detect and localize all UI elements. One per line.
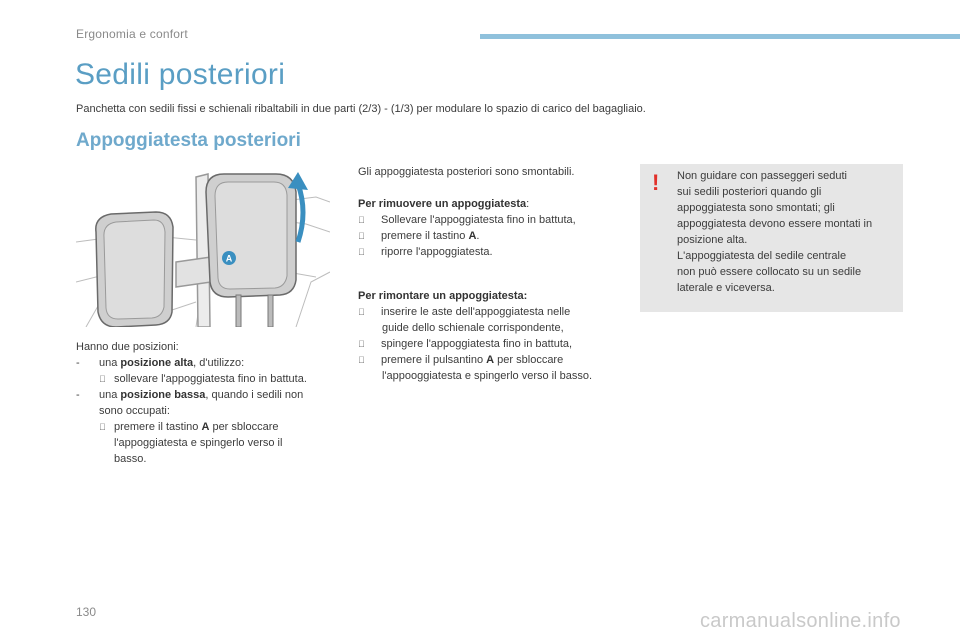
intro-text: Panchetta con sedili fissi e schienali ribaltabili in due parti (2/3) - (1/3) per modulare lo spazio di carico del bagagliaio. <box>76 103 646 115</box>
section-subtitle: Appoggiatesta posteriori <box>76 130 301 151</box>
position-high-step: sollevare l'appoggiatesta fino in battuta. <box>76 371 338 387</box>
removable-note: Gli appoggiatesta posteriori sono smontabili. <box>358 166 575 178</box>
position-low-step: premere il tastino A per sbloccare <box>76 419 338 435</box>
remove-title: Per rimuovere un appoggiatesta: <box>358 198 530 210</box>
warning-text: Non guidare con passeggeri seduti sui sedili posteriori quando gli appoggiatesta sono smontati; gli appoggiatesta devono essere montati in posizione alta. L'appoggiatesta del sedile centrale non può essere collocato su un sedile laterale e viceversa. <box>677 170 873 294</box>
refit-step-3: premere il pulsantino A per sbloccare <box>358 352 628 368</box>
bullet-icon <box>358 304 381 320</box>
positions-intro: Hanno due posizioni: <box>76 341 179 353</box>
bullet-icon <box>358 336 381 352</box>
header-accent-bar <box>480 34 960 39</box>
instructions-block: Gli appoggiatesta posteriori sono smontabili. Per rimuovere un appoggiatesta: Sollevare l'appoggiatesta fino in battuta, premere il tastino A. riporre l'appoggiatesta. Per rimontare un appoggiatesta: inserire le aste dell'appoggiatesta nelle guide dello schienale corrispondente, spingere l'appoggiatesta fino in battuta, premere il pulsantino A per sbloccare l'appooggiatesta e spingerlo verso il basso. <box>358 164 628 384</box>
button-a-label: A <box>225 253 233 264</box>
position-high: - una posizione alta, d'utilizzo: <box>76 357 245 369</box>
page-number: 130 <box>76 605 97 619</box>
positions-block: Hanno due posizioni: - una posizione alta, d'utilizzo: sollevare l'appoggiatesta fino in battuta. - una posizione bassa, quando i sedili non sono occupati: premere il tastino A per sbloccare l'appoggiatesta e spingerlo verso il basso. <box>76 339 338 467</box>
remove-step-3: riporre l'appoggiatesta. <box>358 244 628 260</box>
bullet-icon <box>99 419 114 435</box>
refit-step-1: inserire le aste dell'appoggiatesta nelle <box>358 304 628 320</box>
refit-step-2: spingere l'appoggiatesta fino in battuta, <box>358 336 628 352</box>
bullet-icon <box>358 244 381 260</box>
position-low: - una posizione bassa, quando i sedili non <box>76 389 304 401</box>
section-label: Ergonomia e confort <box>76 27 188 41</box>
page-title: Sedili posteriori <box>75 58 286 91</box>
bullet-icon <box>358 212 381 228</box>
refit-title: Per rimontare un appoggiatesta: <box>358 290 528 302</box>
bullet-icon <box>358 352 381 368</box>
warning-box <box>640 164 903 312</box>
warning-icon: ! <box>652 170 660 195</box>
remove-step-1: Sollevare l'appoggiatesta fino in battuta, <box>358 212 628 228</box>
bullet-icon <box>358 228 381 244</box>
watermark: carmanualsonline.info <box>700 610 901 632</box>
headrest-illustration <box>76 162 330 327</box>
bullet-icon <box>99 371 114 387</box>
remove-step-2: premere il tastino A. <box>358 228 628 244</box>
